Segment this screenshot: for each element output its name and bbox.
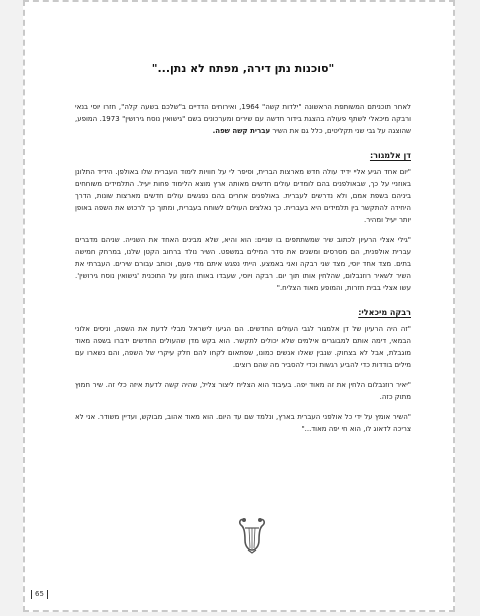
speaker-heading-rivka: רבקה מיכאלי: — [358, 308, 411, 317]
dan-paragraph-2: "גילי אצלי הרעיון לכתוב שיר שמשתתפים בו שניים: הוא והיא, שלא מבינים האחד את השנייה. שניהם מדברים עברית אולפנית, הם מסרסים ומשנים את סדר המילים במשפט. השיר נולד ברחוב הקטן שלנו, במרחק חמישה בתים. מצד אחד יוסי, מצד שני רבקה ואני באמצע. הייתי נפגש איתם מדי פעם, וכותב עבורם שירים. העברתי את השיר לשאיר רוזנבלום, שהלחין אותו תוך יום. רבקה ויוסי, שעבדו באותו הזמן על התוכנית 'גישואין נוסח גירושין'. עשו אצלי בבית חזרות, והמופע מאוד הצליח." — [75, 236, 411, 292]
rivka-paragraph-3: "השיר אומץ על ידי כל אולפני העברית בארץ, ונלמד שם עד היום. הוא מאוד אהוב, מבוקש, ועדיין משודר. אני לא צריכה לדאוג לו, הוא חי יפה מאוד..." — [75, 413, 411, 433]
page-number: 65 — [31, 590, 48, 599]
page-content — [75, 62, 411, 443]
page-title: "סוכנות נתן דירה, מפתח לא נתן..." — [151, 62, 335, 75]
intro-paragraph — [75, 101, 411, 137]
rivka-paragraph-2: "יאיר רוזנבלום הלחין את זה מאוד יפה. בעיבוד הוא הצליח ליצור צליל, שהיה קשה לדעת איזה כלי זה. שיר חמוץ מתוק כזה. — [75, 381, 411, 401]
lyre-icon — [237, 514, 267, 554]
intro-song-title: עברית קשה שפה. — [212, 127, 271, 135]
dan-paragraph-1: "יום אחד הגיע אליי ידיד עולה חדש מארצות הברית, וסיפר לי על חוויות לימוד העברית שלו באולפן. הידיד התלונן באוזניי על כך, שבאולפנים בהם לומדים עולים חדשים מאותה ארץ מוצא הלימוד פחות יעיל. התלמידים משוחחים ביניהם בשפת אמם, ולא נדרשים לעברית. באולפנים אחרים בהם נפגשים עולים חדשים מארצות שונות, הדרך היחידה להתקשר בין תלמידים היא בעברית. כך נאלצים העולים לשוחח בעברית, ומתוך כך לרכוש את השפה באופן יותר יעיל ומהיר. — [75, 168, 411, 224]
document-page — [23, 0, 455, 612]
intro-text: לאחר תוכניתם המשותפת הראשונה "ילדות קשה" 1964, ואירוחים הדדיים ב"שלכם בשעה קלה", חזרו יוסי בנאי ורבקה מיכאלי לשתף פעולה בהצגת בידור חדשה עם שירים ומערכונים בשם "גישואין נוסח גירושין" 1973. המופע, שהוצגה על גבי שני תקליטים, כלל גם את השיר — [75, 103, 411, 135]
rivka-paragraph-1: "זה היה הרעיון של דן אלמגור לגבי העולים החדשים. הם הגיעו לישראל מבלי לדעת את השפה, וניסים אלוני הבמאי, דימה אותם למבוגרים אילמים שלא יכולים לתקשר. הוא בקש מדן שהעולים החדשים ידברו בשפה מאוד מוגבלת, אבל לא בצחוק. שנבין שאלו אנשים כמונו, שפתאום לקחו להם חלק עיקרי של השפה, והם נשארו עם מילים בודדות כדי להביע רגשות וכדי להסביר מה שהם רוצים. — [75, 325, 411, 369]
speaker-heading-dan: דן אלמגור: — [369, 151, 411, 160]
